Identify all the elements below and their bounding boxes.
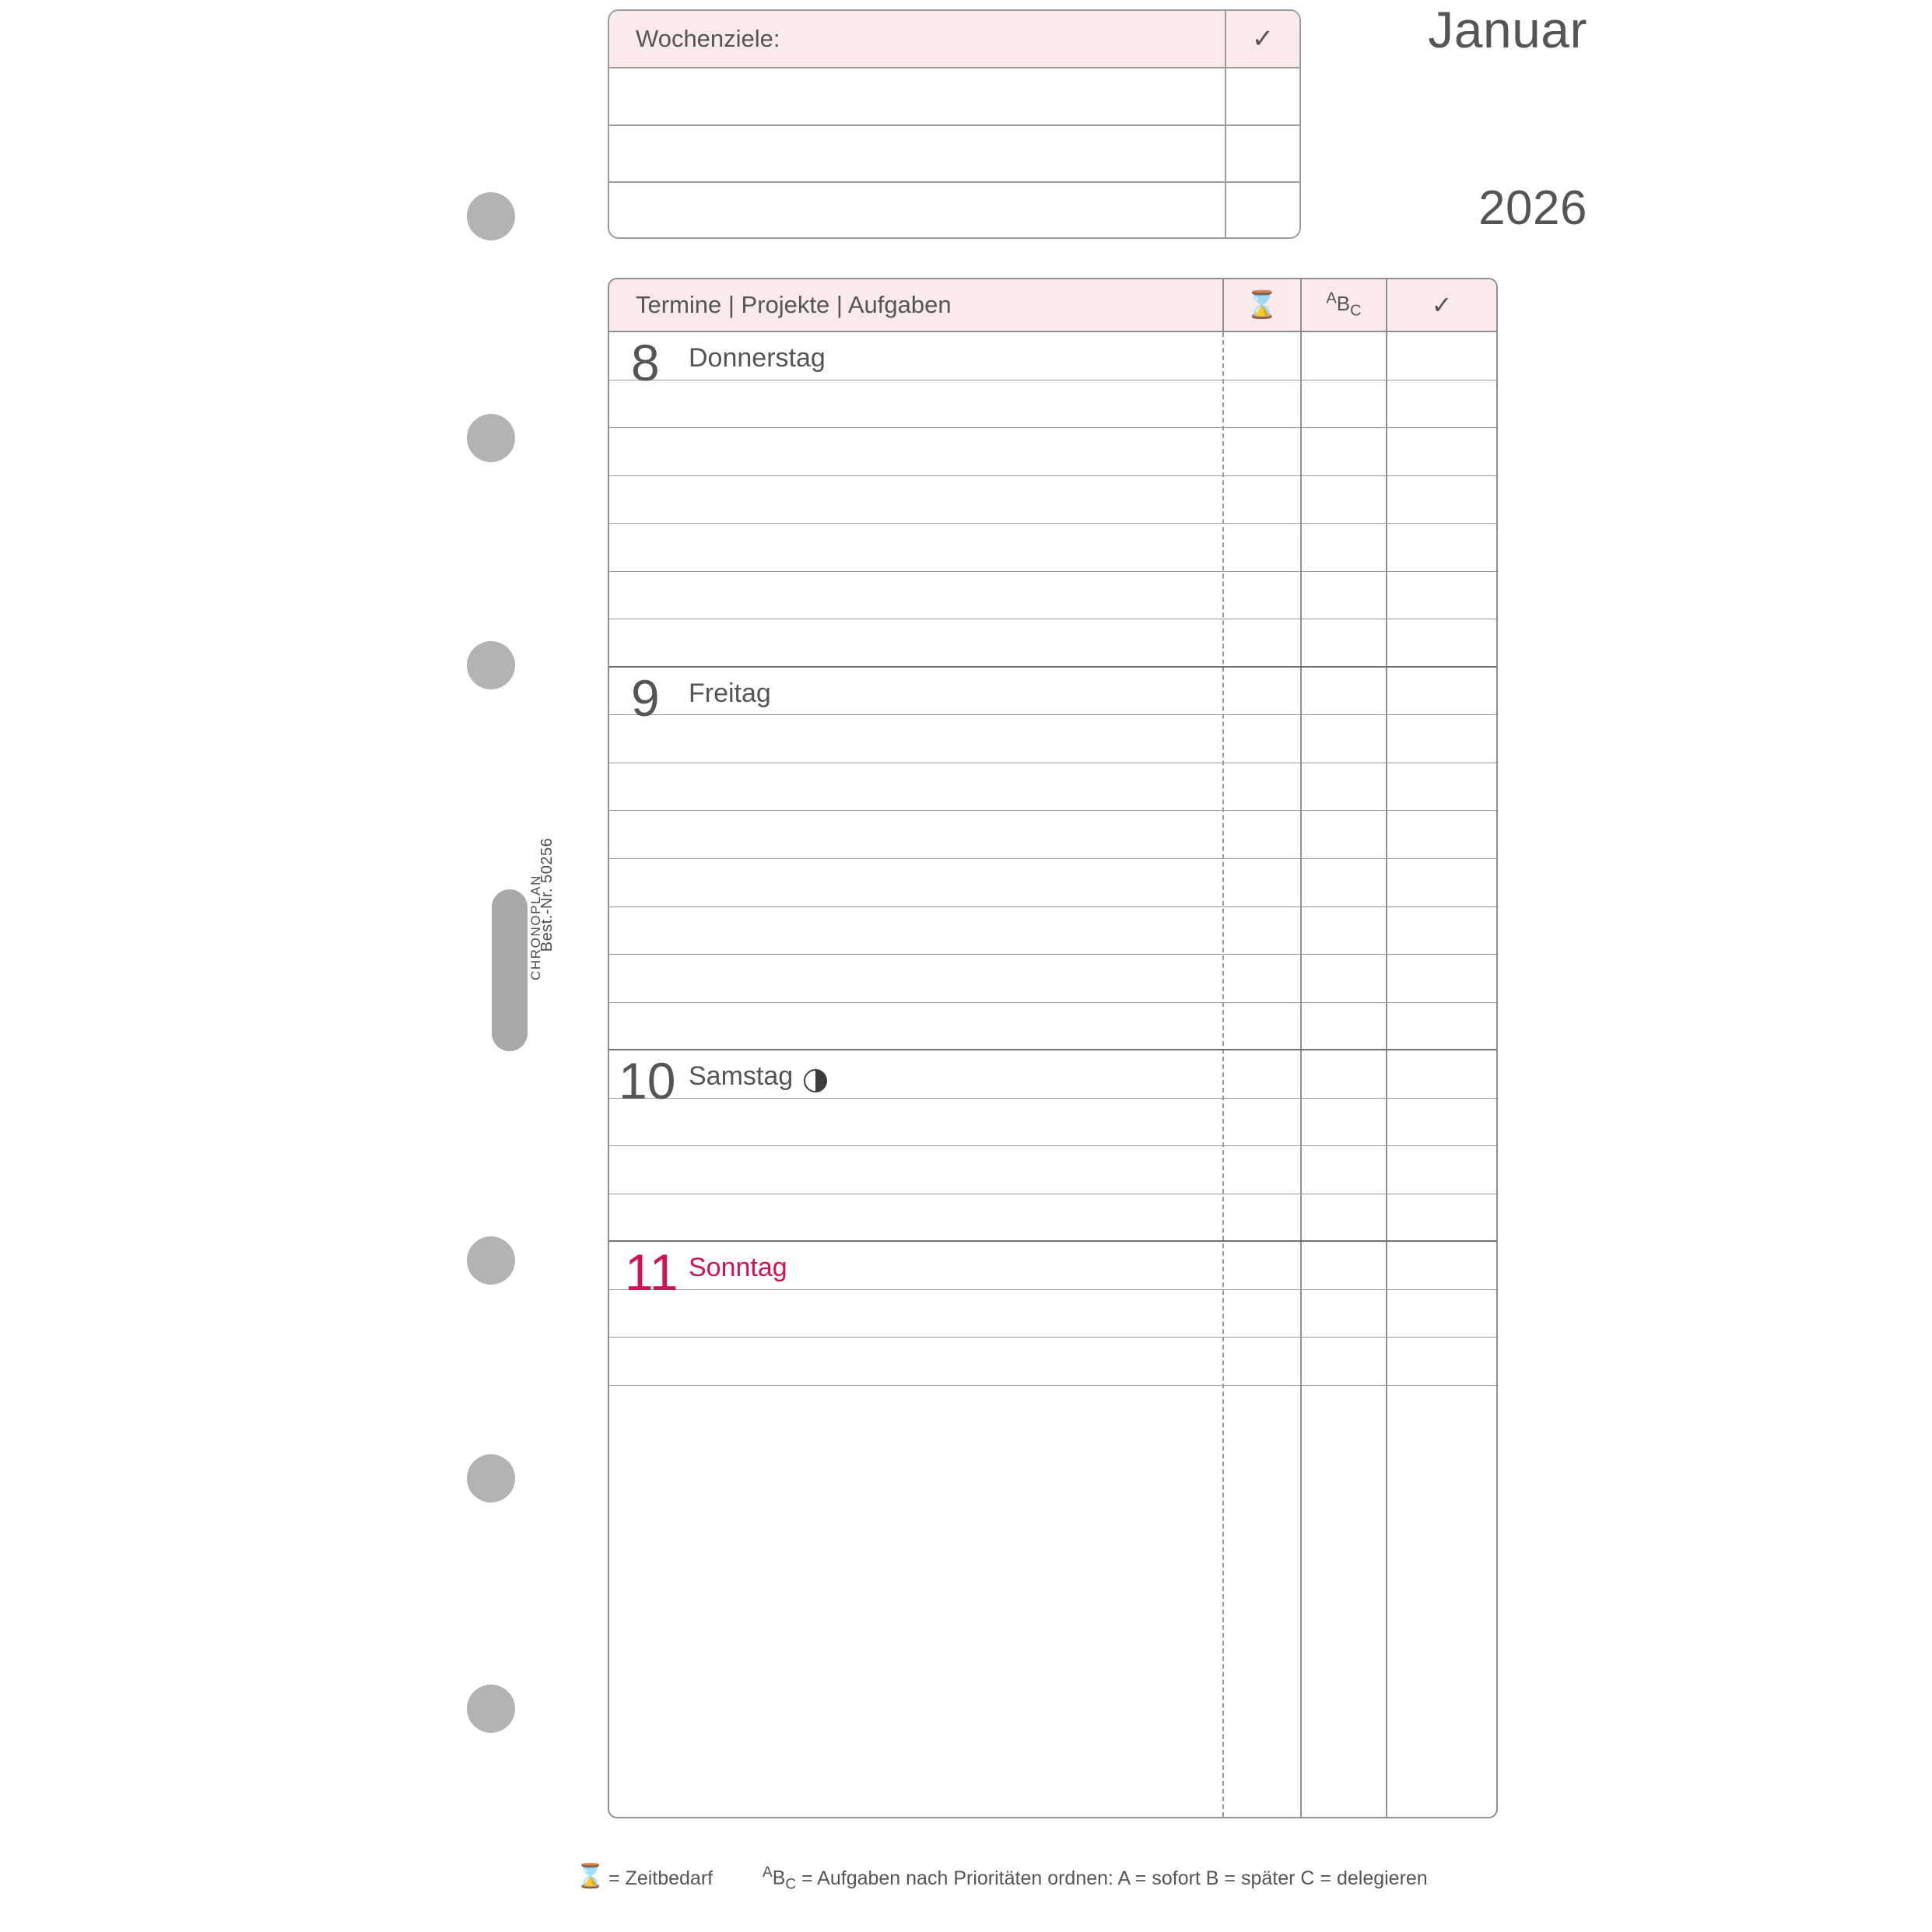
legend-abc-a: A xyxy=(763,1864,773,1881)
week-entries-grid xyxy=(608,278,1498,1818)
day-row-header[interactable] xyxy=(609,1050,1496,1110)
entry-row[interactable] xyxy=(609,1003,1496,1051)
legend-abc-c: C xyxy=(785,1876,797,1893)
day-number: 9 xyxy=(631,668,660,727)
legend xyxy=(576,1860,1548,1906)
weekly-goals-header xyxy=(609,11,1299,68)
weekly-goal-checkbox[interactable] xyxy=(1225,183,1299,239)
day-number: 11 xyxy=(625,1243,678,1302)
entry-row[interactable] xyxy=(609,811,1496,859)
day-row-header[interactable] xyxy=(609,668,1496,727)
entry-row[interactable] xyxy=(609,763,1496,812)
day-name: Sonntag xyxy=(689,1253,787,1283)
punch-hole xyxy=(467,1454,515,1502)
entry-row[interactable] xyxy=(609,619,1496,668)
entry-row[interactable] xyxy=(609,428,1496,476)
day-name: Donnerstag xyxy=(689,343,826,373)
abc-a: A xyxy=(1326,289,1337,307)
day-number: 8 xyxy=(631,334,660,391)
hourglass-icon: ⌛ xyxy=(1245,290,1279,320)
punch-hole xyxy=(467,641,515,689)
entry-row[interactable] xyxy=(609,907,1496,955)
check-icon: ✓ xyxy=(1251,23,1275,54)
hourglass-icon: ⌛ xyxy=(576,1864,605,1889)
day-number: 10 xyxy=(619,1052,676,1110)
legend-abc-b: B xyxy=(772,1867,786,1889)
abc-b: B xyxy=(1336,292,1351,316)
entry-row[interactable] xyxy=(609,572,1496,620)
month-title: Januar xyxy=(1428,1,1587,58)
weekly-goal-checkbox[interactable] xyxy=(1225,68,1299,124)
check-icon: ✓ xyxy=(1431,291,1453,319)
weekly-goals-check-header xyxy=(1225,11,1299,67)
entry-row[interactable] xyxy=(609,715,1496,763)
grid-header xyxy=(609,279,1496,332)
entry-row[interactable] xyxy=(609,1338,1496,1386)
legend-time-text: = Zeitbedarf xyxy=(608,1867,714,1889)
year-title: 2026 xyxy=(1478,181,1587,235)
spine-badge xyxy=(492,889,528,1051)
entry-row[interactable] xyxy=(609,476,1496,524)
day-row-header[interactable] xyxy=(609,332,1496,391)
weekly-goals-label: Wochenziele: xyxy=(636,24,780,52)
weekly-goal-row[interactable] xyxy=(609,126,1299,184)
punch-hole xyxy=(467,1685,515,1733)
entry-row[interactable] xyxy=(609,955,1496,1003)
weekly-goal-row[interactable] xyxy=(609,68,1299,126)
abc-priority-icon xyxy=(1326,290,1361,321)
day-name: Samstag xyxy=(689,1061,794,1092)
moon-phase-icon xyxy=(804,1069,827,1092)
grid-body xyxy=(609,332,1496,1817)
legend-abc-text: = Aufgaben nach Prioritäten ordnen: A = sofort B = später C = delegieren xyxy=(801,1867,1428,1889)
entry-row[interactable] xyxy=(609,1146,1496,1194)
grid-header-time xyxy=(1222,279,1300,331)
entry-row[interactable] xyxy=(609,1099,1496,1147)
entry-row[interactable] xyxy=(609,1194,1496,1243)
punch-hole xyxy=(467,1236,515,1285)
entry-row[interactable] xyxy=(609,1290,1496,1338)
abc-priority-icon xyxy=(763,1864,796,1893)
spine-order-number: Best.-Nr. 50256 xyxy=(538,837,556,952)
abc-c: C xyxy=(1350,302,1362,320)
entry-row[interactable] xyxy=(609,859,1496,907)
day-row-header[interactable] xyxy=(609,1242,1496,1302)
weekly-goal-checkbox[interactable] xyxy=(1225,126,1299,182)
punch-hole xyxy=(467,192,515,240)
grid-header-done xyxy=(1386,279,1496,331)
weekly-goal-row[interactable] xyxy=(609,183,1299,239)
spine-brand: CHRONOPLAN xyxy=(528,875,543,980)
punch-hole xyxy=(467,414,515,462)
entry-row[interactable] xyxy=(609,524,1496,572)
grid-header-priority xyxy=(1300,279,1386,331)
weekly-goals-box xyxy=(608,9,1301,239)
day-name: Freitag xyxy=(689,678,771,708)
entry-row[interactable] xyxy=(609,1386,1496,1434)
entry-row[interactable] xyxy=(609,380,1496,429)
grid-header-title: Termine | Projekte | Aufgaben xyxy=(636,291,952,318)
